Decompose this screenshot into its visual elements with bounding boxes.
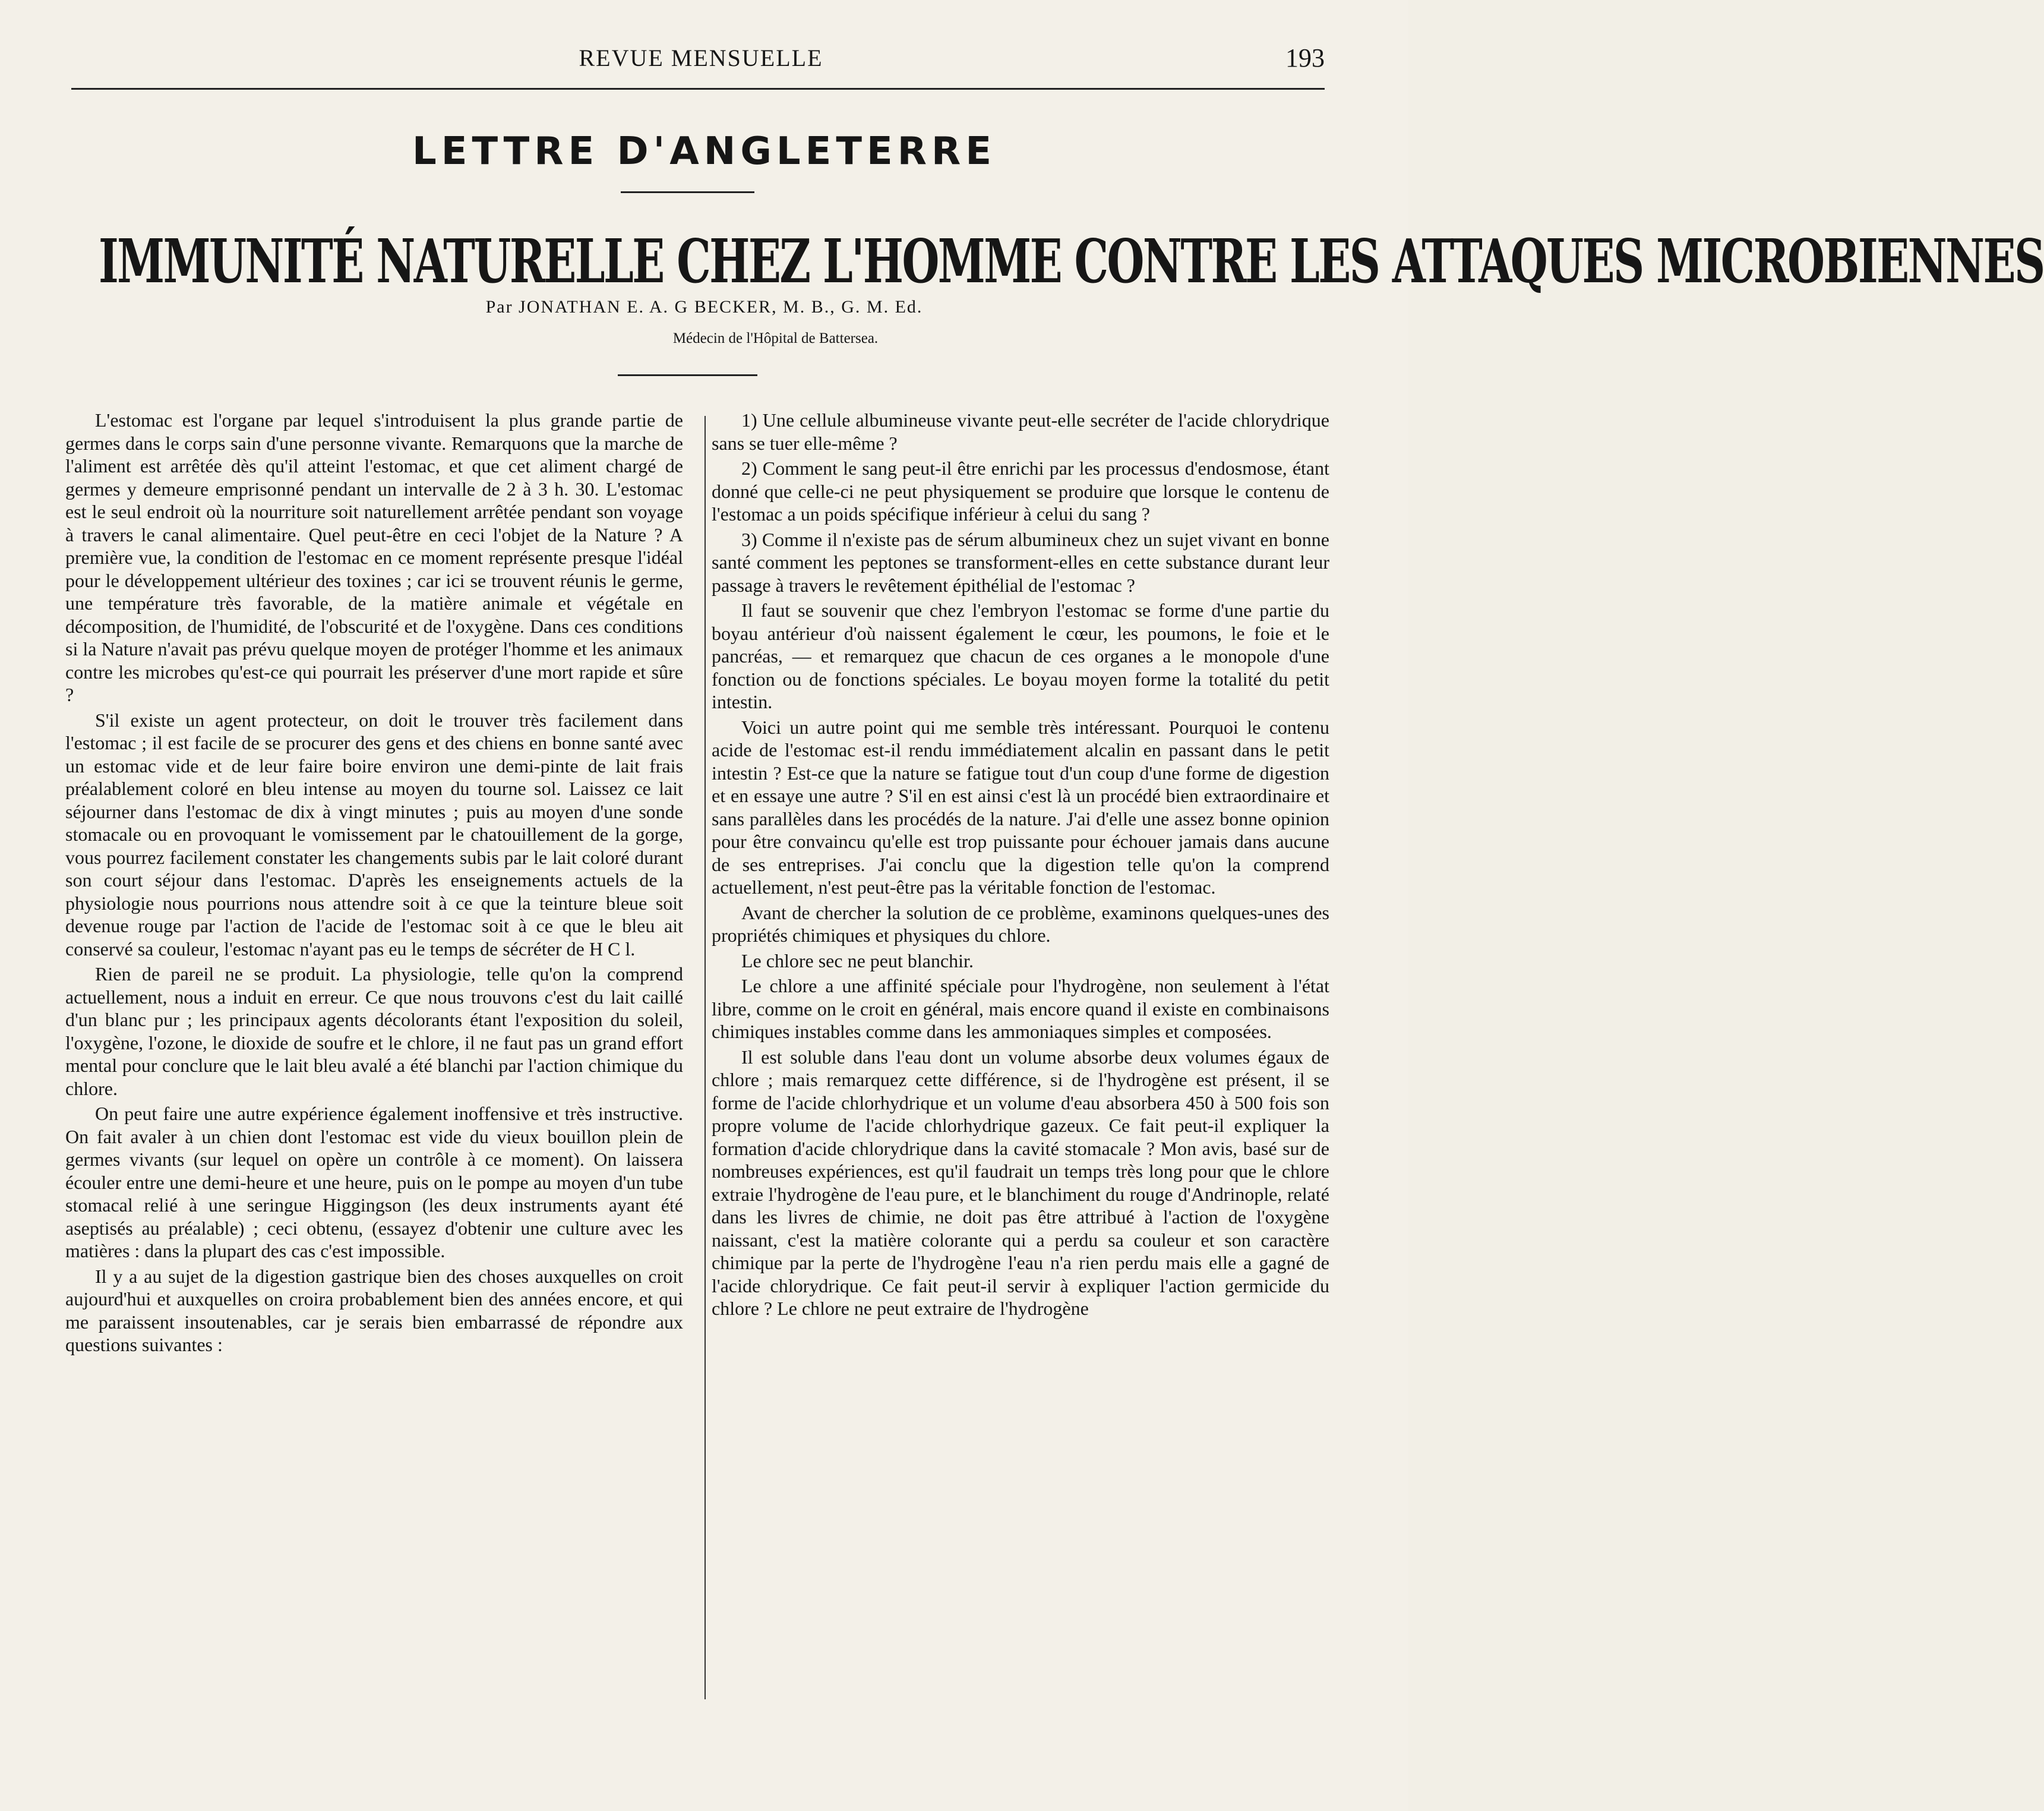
- paragraph: On peut faire une autre expérience également inoffensive et très instructive. On fait avaler à un chien dont l'estomac est vide du vieux bouillon plein de germes vivants (sur lequel on opère un contrôle à ce moment). On laissera écouler entre une demi-heure et une heure, puis on le pompe au moyen d'un tube stomacal relié à une seringue Higgingson (les deux instruments ayant été aseptisés au préalable) ; ceci obtenu, (essayez d'obtenir une culture avec les matières : dans la plupart des cas c'est impossible.: [65, 1103, 683, 1261]
- title-separator-bottom: [618, 374, 757, 376]
- title-separator-top: [621, 191, 754, 193]
- paragraph: Il y a au sujet de la digestion gastrique bien des choses auxquelles on croit aujourd'hui et auxquelles on croira probablement bien des années encore, et qui me paraissent insoutenables, car je serais bien embarrassé de répondre aux questions suivantes :: [65, 1265, 683, 1355]
- paragraph: Rien de pareil ne se produit. La physiologie, telle qu'on la comprend actuellement, nous a induit en erreur. Ce que nous trouvons c'est du lait caillé d'un blanc pur ; les principaux agents décolorants étant l'exposition du soleil, l'oxygène, l'ozone, le dioxide de soufre et le chlore, il ne faut pas un grand effort mental pour conclure que le lait bleu avalé a été blanchi par l'action chimique du chlore.: [65, 963, 683, 1099]
- paragraph: Le chlore sec ne peut blanchir.: [741, 949, 974, 971]
- author-byline: Par JONATHAN E. A. G BECKER, M. B., G. M. Ed.: [485, 297, 923, 317]
- page-number: 193: [1285, 43, 1325, 72]
- paragraph: S'il existe un agent protecteur, on doit le trouver très facilement dans l'estomac ; il est facile de se procurer des gens et des chiens en bonne santé avec un estomac vide et de leur faire boire environ une demi-pinte de lait frais préalablement coloré en bleu intense au moyen du tourne sol. Laissez ce lait séjourner dans l'estomac de dix à vingt minutes ; puis au moyen d'une sonde stomacale ou en provoquant le vomissement par le chatouillement de la gorge, vous pourrez facilement constater les changements subis par le lait coloré durant son court séjour dans l'estomac. D'après les enseignements actuels de la physiologie nous pourrions nous attendre soit à ce que la teinture bleue soit devenue rouge par l'action de l'acide de l'estomac soit à ce que le bleu ait conservé sa couleur, l'estomac n'ayant pas eu le temps de sécréter de H C l.: [65, 709, 683, 960]
- paragraph: 1) Une cellule albumineuse vivante peut-elle secréter de l'acide chlorydrique sans se tuer elle-même ?: [712, 409, 1329, 454]
- author-affiliation: Médecin de l'Hôpital de Battersea.: [672, 330, 879, 346]
- paragraph: Il faut se souvenir que chez l'embryon l'estomac se forme d'une partie du boyau antérieur d'où naissent également le cœur, les poumons, le foie et le pancréas, — et remarquez que chacun de ces organes a le monopole d'une fonction ou de fonctions spéciales. Le boyau moyen forme la totalité du petit intestin.: [712, 600, 1329, 712]
- right-column: [712, 409, 1329, 1323]
- paragraph: L'estomac est l'organe par lequel s'introduisent la plus grande partie de germes dans le corps sain d'une personne vivante. Remarquons que la marche de l'aliment est arrêtée dès qu'il atteint l'estomac, et que cet aliment chargé de germes y demeure emprisonné pendant un intervalle de 2 à 3 h. 30. L'estomac est le seul endroit où la nourriture soit naturellement arrêtée pendant son voyage à travers le canal alimentaire. Quel peut-être en ceci l'objet de la Nature ? A première vue, la condition de l'estomac en ce moment représente presque l'idéal pour le développement ultérieur des toxines ; car ici se trouvent réunis le germe, une température très favorable, de la matière animale et végétale en décomposition, de l'humidité, de l'obscurité et de l'oxygène. Dans ces conditions si la Nature n'avait pas prévu quelque moyen de protéger l'homme et les animaux contre les microbes qu'est-ce qui pourrait les préserver d'une mort rapide et sûre ?: [65, 409, 683, 705]
- column-divider: [704, 416, 706, 1699]
- paragraph: Il est soluble dans l'eau dont un volume absorbe deux volumes égaux de chlore ; mais remarquez cette différence, si de l'hydrogène est présent, il se forme de l'acide chlorhydrique et un volume d'eau absorbera 450 à 500 fois son propre volume de l'acide chlorhydrique gazeux. Ce fait peut-il expliquer la formation d'acide chlorydrique dans la cavité stomacale ? Mon avis, basé sur de nombreuses expériences, est qu'il faudrait un temps très long pour que le chlore extraie l'hydrogène de l'eau pure, et le blanchiment du rouge d'Andrinople, relaté dans les livres de chimie, ne doit pas être attribué à l'action de l'oxygène naissant, c'est la matière colorante qui a perdu sa couleur et son caractère chimique par la perte de l'hydrogène l'eau n'a rien perdu mais elle a gagné de l'acide chlorydrique. Ce fait peut-il servir à expliquer l'action germicide du chlore ? Le chlore ne peut extraire de l'hydrogène: [712, 1046, 1329, 1319]
- paragraph: 3) Comme il n'existe pas de sérum albumineux chez un sujet vivant en bonne santé comment les peptones se transforment-elles en cette substance durant leur passage à travers le revêtement épithélial de l'estomac ?: [712, 528, 1329, 596]
- running-title: REVUE MENSUELLE: [579, 45, 823, 71]
- left-column: [65, 409, 683, 1359]
- section-kicker: LETTRE D'ANGLETERRE: [412, 130, 997, 173]
- article-title: IMMUNITÉ NATURELLE CHEZ L'HOMME CONTRE LES ATTAQUES MICROBIENNES: [98, 226, 2044, 296]
- header-rule: [71, 88, 1325, 90]
- paragraph: Le chlore a une affinité spéciale pour l'hydrogène, non seulement à l'état libre, comme on le croit en général, mais encore quand il existe en combinaisons chimiques instables comme dans les ammoniaques simples et composées.: [712, 975, 1329, 1042]
- running-head: [71, 42, 1331, 77]
- paragraph: Avant de chercher la solution de ce problème, examinons quelques-unes des propriétés chimiques et physiques du chlore.: [712, 901, 1329, 946]
- paragraph: Voici un autre point qui me semble très intéressant. Pourquoi le contenu acide de l'estomac est-il rendu immédiatement alcalin en passant dans le petit intestin ? Est-ce que la nature se fatigue tout d'un coup d'une forme de digestion et en essaye une autre ? S'il en est ainsi c'est là un procédé bien extraordinaire et sans parallèles dans les procédés de la nature. J'ai d'elle une assez bonne opinion pour être convaincu qu'elle est trop puissante pour échouer jamais dans aucune de ses entreprises. J'ai conclu que la digestion telle qu'on la comprend actuellement, n'est peut-être pas la véritable fonction de l'estomac.: [712, 716, 1329, 898]
- paragraph: 2) Comment le sang peut-il être enrichi par les processus d'endosmose, étant donné que celle-ci ne peut physiquement se produire que lorsque le contenu de l'estomac a un poids spécifique inférieur à celui du sang ?: [712, 458, 1329, 525]
